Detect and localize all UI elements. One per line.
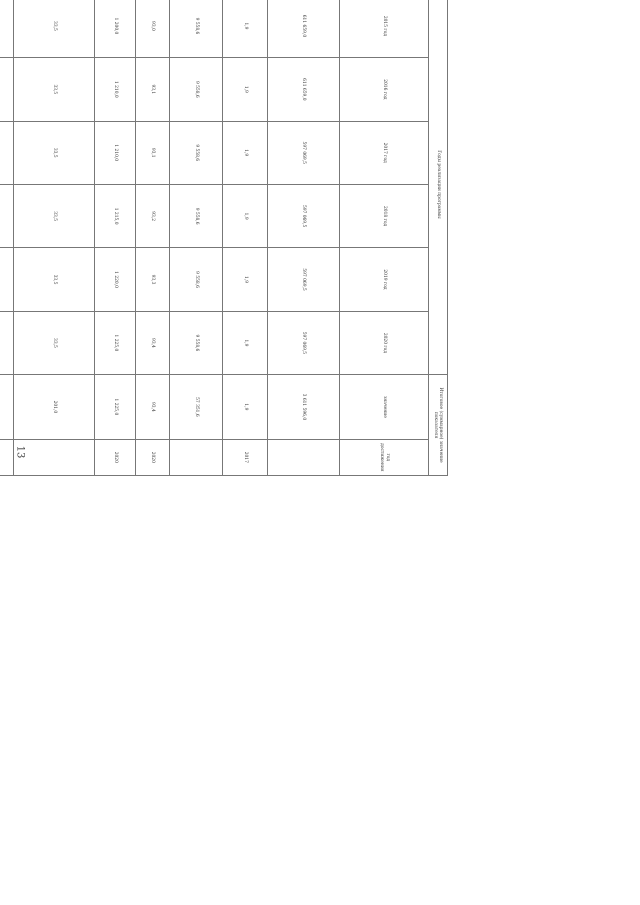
row-final-value-cell: 93,4: [136, 375, 170, 439]
row-year-value-cell: 93,0: [136, 0, 170, 58]
row-year-value-cell: 9 558,6: [170, 248, 223, 311]
program-indicators-table: [0, 0, 448, 476]
row-final-year-cell: 2017: [223, 439, 268, 475]
row-year-value-cell: 1 215,0: [95, 184, 136, 247]
header-final-group: Итоговое (суммарное) значение показателя: [429, 375, 448, 476]
row-year-value-cell: 611 659,0: [268, 58, 340, 121]
row-year-value-cell: 1,9: [223, 58, 268, 121]
row-final-value-cell: 1 225,0: [95, 375, 136, 439]
row-year-value-cell: [0, 248, 14, 311]
row-final-year-cell: [268, 439, 340, 475]
row-year-value-cell: [0, 311, 14, 374]
header-year-1: 2015 год: [340, 0, 429, 58]
row-final-value-cell: 1,9: [223, 375, 268, 439]
table-row: [95, 0, 136, 476]
row-year-value-cell: 597 069,5: [268, 184, 340, 247]
row-year-value-cell: 9 558,6: [170, 0, 223, 58]
row-year-value-cell: 9 558,6: [170, 311, 223, 374]
row-year-value-cell: 1 210,0: [95, 121, 136, 184]
row-year-value-cell: 33,5: [14, 121, 95, 184]
row-year-value-cell: 9 558,6: [170, 184, 223, 247]
row-year-value-cell: 33,5: [14, 311, 95, 374]
row-year-value-cell: [0, 184, 14, 247]
row-year-value-cell: 1,9: [223, 0, 268, 58]
row-year-value-cell: 1,9: [223, 184, 268, 247]
row-year-value-cell: 93,1: [136, 58, 170, 121]
row-year-value-cell: 1,9: [223, 248, 268, 311]
row-final-year-cell: [0, 439, 14, 475]
row-year-value-cell: 1 200,0: [95, 0, 136, 58]
table-row: [223, 0, 268, 476]
header-final-year: год достижения: [340, 439, 429, 475]
row-year-value-cell: 597 069,5: [268, 121, 340, 184]
row-year-value-cell: [0, 0, 14, 58]
rotated-table-page: [0, 0, 448, 476]
header-years-group: Годы реализации программы: [429, 0, 448, 375]
table-row: [170, 0, 223, 476]
row-year-value-cell: 597 069,5: [268, 248, 340, 311]
row-year-value-cell: 93,4: [136, 311, 170, 374]
row-year-value-cell: 33,5: [14, 248, 95, 311]
row-year-value-cell: 1 210,0: [95, 58, 136, 121]
row-year-value-cell: 1 220,0: [95, 248, 136, 311]
row-final-value-cell: [0, 375, 14, 439]
row-year-value-cell: 33,5: [14, 58, 95, 121]
row-year-value-cell: 597 069,5: [268, 311, 340, 374]
table-row: [268, 0, 340, 476]
row-year-value-cell: 9 558,6: [170, 58, 223, 121]
row-year-value-cell: 93,1: [136, 121, 170, 184]
row-year-value-cell: [0, 121, 14, 184]
header-year-6: 2020 год: [340, 311, 429, 374]
row-final-year-cell: 2020: [136, 439, 170, 475]
table-row: [136, 0, 170, 476]
table-row: [0, 0, 14, 476]
row-year-value-cell: 93,2: [136, 184, 170, 247]
row-final-year-cell: [14, 439, 95, 475]
header-year-2: 2016 год: [340, 58, 429, 121]
page-number: 13: [14, 445, 26, 459]
row-year-value-cell: 33,5: [14, 0, 95, 58]
header-year-4: 2018 год: [340, 184, 429, 247]
header-year-3: 2017 год: [340, 121, 429, 184]
row-year-value-cell: 1 225,0: [95, 311, 136, 374]
row-final-value-cell: 3 611 596,0: [268, 375, 340, 439]
row-year-value-cell: [0, 58, 14, 121]
table-row: [14, 0, 95, 476]
row-final-year-cell: [170, 439, 223, 475]
row-year-value-cell: 9 558,6: [170, 121, 223, 184]
header-final-value: значение: [340, 375, 429, 439]
row-year-value-cell: 1,9: [223, 311, 268, 374]
row-final-value-cell: 57 351,6: [170, 375, 223, 439]
row-year-value-cell: 611 659,0: [268, 0, 340, 58]
row-final-value-cell: 201,0: [14, 375, 95, 439]
row-year-value-cell: 1,9: [223, 121, 268, 184]
row-year-value-cell: 93,3: [136, 248, 170, 311]
row-final-year-cell: 2020: [95, 439, 136, 475]
table-body: [0, 0, 340, 476]
row-year-value-cell: 33,5: [14, 184, 95, 247]
header-year-5: 2019 год: [340, 248, 429, 311]
